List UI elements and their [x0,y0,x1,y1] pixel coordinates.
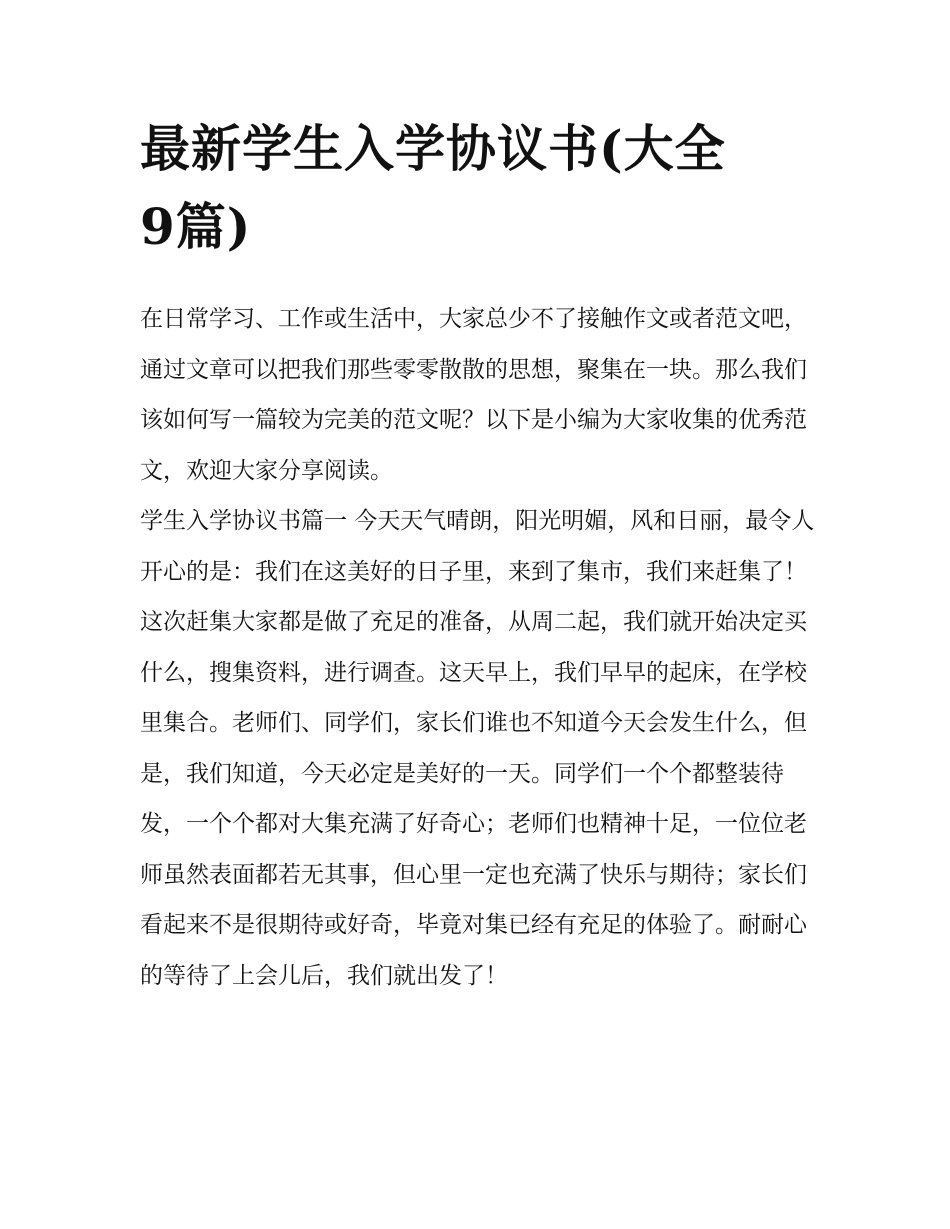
paragraph-article-one-body: 这次赶集大家都是做了充足的准备，从周二起，我们就开始决定买什么，搜集资料，进行调查。这天早上，我们早早的起床，在学校里集合。老师们、同学们，家长们谁也不知道今天会发生什么，但是，我们知道，今天必定是美好的一天。同学们一个个都整装待发，一个个都对大集充满了好奇心；老师们也精神十足，一位位老师虽然表面都若无其事，但心里一定也充满了快乐与期待；家长们看起来不是很期待或好奇，毕竟对集已经有充足的体验了。耐耐心的等待了上会儿后，我们就出发了！ [140,609,807,989]
paragraph-article-one-opening: 学生入学协议书篇一 今天天气晴朗，阳光明媚，风和日丽，最令人开心的是：我们在这美好的日子里，来到了集市，我们来赶集了！ [140,508,815,585]
paragraph-intro: 在日常学习、工作或生活中，大家总少不了接触作文或者范文吧，通过文章可以把我们那些零零散散的思想，聚集在一块。那么我们该如何写一篇较为完美的范文呢？以下是小编为大家收集的优秀范文，欢迎大家分享阅读。 [140,306,807,484]
document-body [140,294,820,1001]
document-title: 最新学生入学协议书(大全9篇) [140,119,726,256]
document-page [140,110,820,1001]
